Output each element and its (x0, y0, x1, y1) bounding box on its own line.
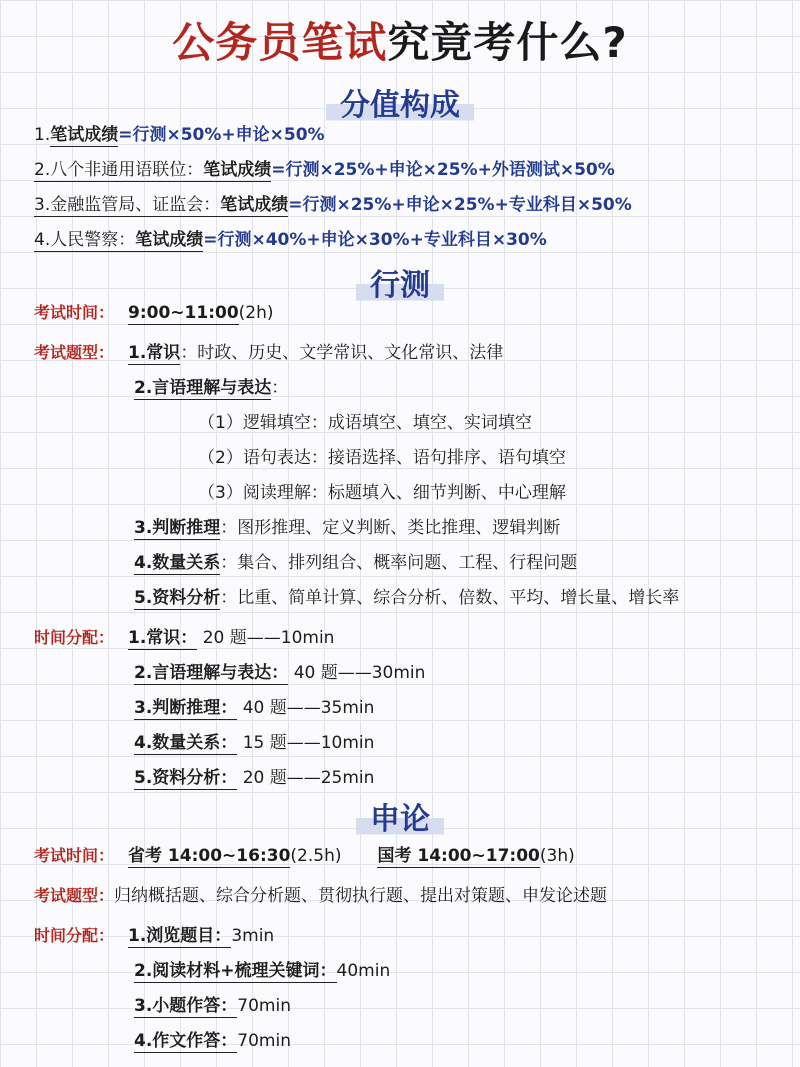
shenlun-exam-time: 考试时间： 省考 14:00~16:30(2.5h) 国考 14:00~17:00(3h) (34, 846, 575, 866)
xingce-alloc-row: 4.数量关系： 15 题——10min (134, 733, 375, 753)
score-line: 4.人民警察：笔试成绩=行测×40%+申论×30%+专业科目×30% (34, 230, 547, 250)
page-title (0, 10, 800, 70)
xingce-alloc-row: 2.言语理解与表达： 40 题——30min (134, 663, 426, 683)
xingce-alloc-row: 3.判断推理： 40 题——35min (134, 698, 375, 718)
shenlun-alloc-row: 2.阅读材料+梳理关键词：40min (134, 961, 391, 981)
score-line: 2.八个非通用语联位：笔试成绩=行测×25%+申论×25%+外语测试×50% (34, 160, 615, 180)
xingce-subtype-row: （1）逻辑填空：成语填空、填空、实词填空 (198, 413, 532, 433)
score-line: 3.金融监管局、证监会：笔试成绩=行测×25%+申论×25%+专业科目×50% (34, 195, 632, 215)
section-heading-shenlun: 申论 (0, 794, 800, 838)
xingce-type-row: 4.数量关系：集合、排列组合、概率问题、工程、行程问题 (134, 553, 578, 573)
xingce-type-row: 考试题型： 1.常识：时政、历史、文学常识、文化常识、法律 (34, 343, 504, 363)
shenlun-alloc-row: 4.作文作答：70min (134, 1031, 291, 1051)
section-heading-xingce: 行测 (0, 260, 800, 304)
title-part2: 究竟考什么? (387, 18, 628, 67)
xingce-exam-time: 考试时间： 9:00~11:00(2h) (34, 303, 274, 323)
xingce-alloc-row: 时间分配： 1.常识： 20 题——10min (34, 628, 335, 648)
shenlun-alloc-row: 3.小题作答：70min (134, 996, 291, 1016)
shenlun-type-row: 考试题型：归纳概括题、综合分析题、贯彻执行题、提出对策题、申发论述题 (34, 886, 608, 906)
xingce-type-row: 2.言语理解与表达： (134, 378, 289, 398)
xingce-type-row: 3.判断推理：图形推理、定义判断、类比推理、逻辑判断 (134, 518, 561, 538)
shenlun-alloc-row: 时间分配： 1.浏览题目：3min (34, 926, 275, 946)
xingce-alloc-row: 5.资料分析： 20 题——25min (134, 768, 375, 788)
xingce-subtype-row: （3）阅读理解：标题填入、细节判断、中心理解 (198, 483, 566, 503)
xingce-type-row: 5.资料分析：比重、简单计算、综合分析、倍数、平均、增长量、增长率 (134, 588, 680, 608)
xingce-subtype-row: （2）语句表达：接语选择、语句排序、语句填空 (198, 448, 566, 468)
title-part1: 公务员笔试 (172, 18, 388, 67)
section-heading-score: 分值构成 (0, 80, 800, 124)
score-line: 1.笔试成绩=行测×50%+申论×50% (34, 125, 325, 145)
